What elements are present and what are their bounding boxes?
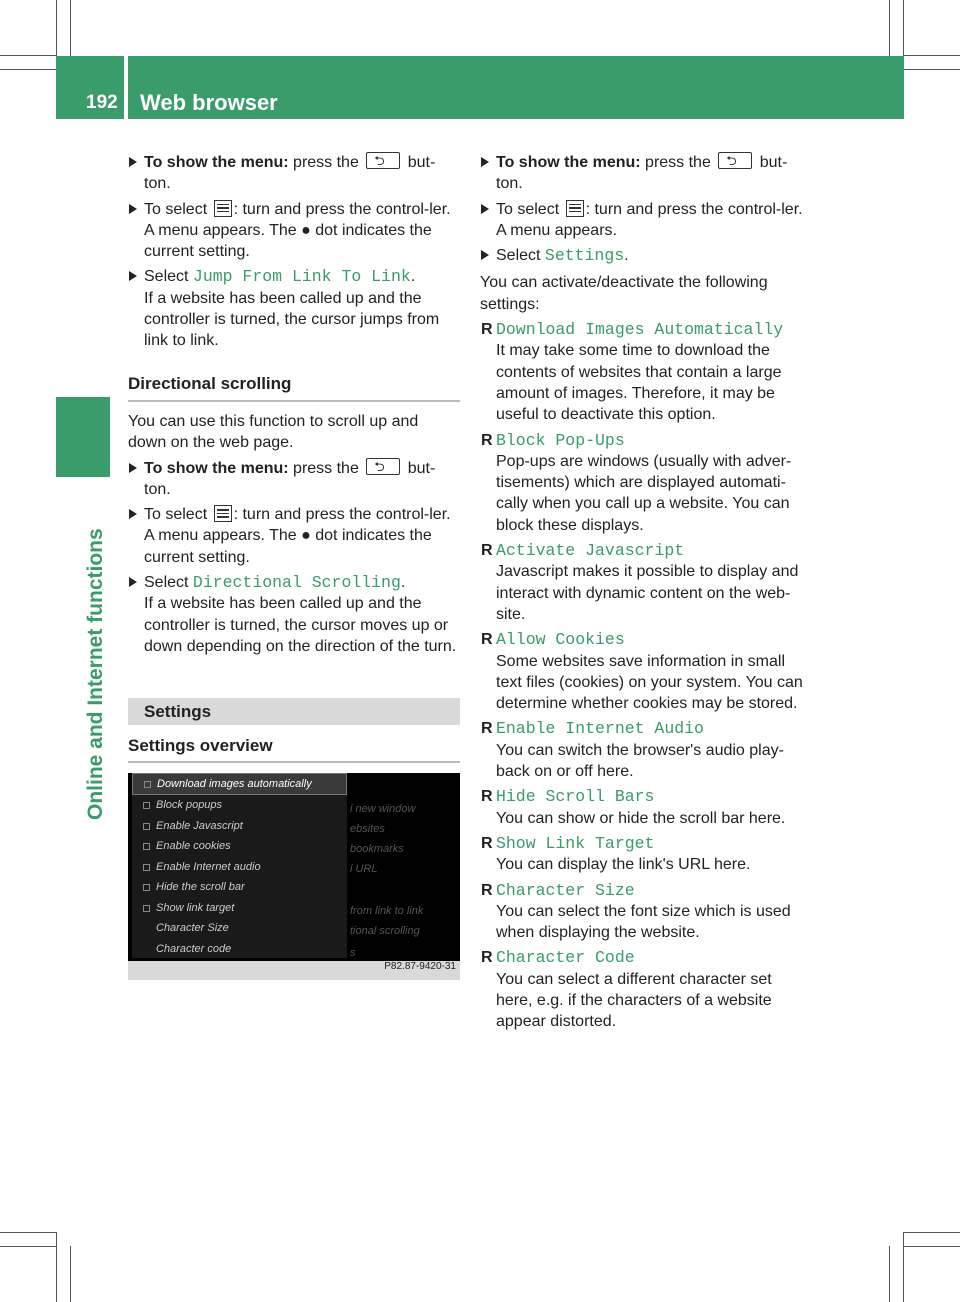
instruction-list <box>128 152 460 352</box>
bullet-marker: R <box>481 542 493 560</box>
menu-item <box>132 939 347 960</box>
menu-item <box>132 898 347 919</box>
setting-description: You can show or hide the scroll bar here. <box>496 809 786 827</box>
setting-description: You can switch the browser's audio play-back on or off here. <box>496 741 784 781</box>
background-item: from link to link <box>350 904 424 917</box>
step-arrow-icon <box>129 577 137 587</box>
settings-screenshot <box>128 773 460 980</box>
crop-mark <box>889 0 890 56</box>
step-text: . <box>410 268 416 286</box>
settings-menu <box>132 773 347 958</box>
step-arrow-icon <box>129 204 137 214</box>
menu-item-label: Download images automatically <box>157 777 312 790</box>
step-text: but-ton. <box>144 154 436 193</box>
setting-name: Hide Scroll Bars <box>496 787 655 807</box>
menu-icon-line <box>217 204 229 206</box>
step-arrow-icon <box>129 157 137 167</box>
screenshot-footer <box>128 961 460 980</box>
menu-icon <box>214 505 232 522</box>
menu-item-label: Character code <box>156 942 232 955</box>
setting-item <box>480 947 812 1032</box>
checkbox-icon <box>143 864 150 871</box>
image-code: P82.87-9420-31 <box>384 961 456 973</box>
page-number: 192 <box>86 92 118 113</box>
step-item <box>128 266 460 351</box>
menu-icon-line <box>569 207 581 209</box>
bullet-marker: R <box>481 881 493 899</box>
background-item: s <box>350 946 356 959</box>
menu-icon-line <box>217 211 229 213</box>
setting-description: You can display the link's URL here. <box>496 856 751 874</box>
step-result: A menu appears. The ● dot indicates the current setting. <box>144 221 432 261</box>
step-text: To select <box>144 200 212 218</box>
menu-icon-line <box>217 516 229 518</box>
heading-settings-overview: Settings overview <box>128 736 273 756</box>
step-text: To select <box>144 506 212 524</box>
step-text: Select <box>144 268 193 286</box>
step-arrow-icon <box>129 509 137 519</box>
step-result: A menu appears. The ● dot indicates the current setting. <box>144 527 432 566</box>
setting-item <box>480 718 812 782</box>
chapter-title: Online and Internet functions <box>84 528 107 820</box>
menu-item <box>132 816 347 837</box>
menu-item <box>132 857 347 878</box>
crop-mark <box>904 55 960 56</box>
setting-description: Pop-ups are windows (usually with adver-tisements) which are displayed automati-cally when you call up a website. You can block these displays. <box>496 452 792 534</box>
step-item <box>128 504 460 568</box>
crop-mark <box>903 1232 904 1302</box>
menu-icon-line <box>217 513 229 515</box>
left-column <box>128 152 460 980</box>
setting-item <box>480 629 812 714</box>
menu-item-label: Show link target <box>156 901 235 914</box>
menu-item <box>132 795 347 816</box>
setting-description: You can select a different character set here, e.g. if the characters of a website appear distorted. <box>496 970 772 1031</box>
settings-list <box>480 319 812 1033</box>
checkbox-icon <box>143 905 150 912</box>
setting-description: You can select the font size which is used when displaying the website. <box>496 902 791 942</box>
paragraph: You can use this function to scroll up and down on the web page. <box>128 412 419 452</box>
step-arrow-icon <box>481 204 489 214</box>
step-bold-label: To show the menu: <box>144 459 289 477</box>
step-text: : turn and press the control-ler. <box>585 200 803 218</box>
step-text: press the <box>288 459 364 477</box>
checkbox-icon <box>143 843 150 850</box>
menu-icon-line <box>217 509 229 511</box>
bullet-marker: R <box>481 431 493 449</box>
setting-item <box>480 786 812 829</box>
bullet-marker: R <box>481 834 493 852</box>
step-arrow-icon <box>129 463 137 473</box>
menu-item-label: Enable cookies <box>156 840 231 853</box>
step-item <box>128 152 460 195</box>
step-bold-label: To show the menu: <box>496 154 641 171</box>
setting-item <box>480 430 812 536</box>
crop-mark <box>904 1232 960 1233</box>
side-tab <box>56 397 110 477</box>
menu-item-label: Character Size <box>156 922 229 935</box>
step-result: If a website has been called up and the controller is turned, the cursor moves up or down depending on the direction of the turn. <box>144 595 457 655</box>
crop-mark <box>0 55 56 56</box>
section-title: Web browser <box>140 90 278 115</box>
step-item <box>480 152 812 195</box>
step-item <box>128 572 460 657</box>
checkbox-icon <box>143 802 150 809</box>
crop-mark <box>0 69 56 70</box>
bullet-marker: R <box>481 720 493 738</box>
bullet-marker: R <box>481 321 493 339</box>
menu-icon <box>214 200 232 217</box>
crop-mark <box>0 1246 56 1247</box>
checkbox-icon <box>143 884 150 891</box>
checkbox-icon <box>144 781 151 788</box>
crop-mark <box>903 0 904 56</box>
step-text: press the <box>640 154 716 171</box>
step-bold-label: To show the menu: <box>144 154 289 171</box>
step-text: . <box>624 247 629 265</box>
divider <box>128 400 460 402</box>
setting-name: Enable Internet Audio <box>496 719 704 739</box>
crop-mark <box>70 1246 71 1302</box>
menu-icon-line <box>569 204 581 206</box>
background-item: bookmarks <box>350 842 404 855</box>
back-button-icon <box>366 152 400 169</box>
instruction-list <box>128 458 460 658</box>
menu-item <box>132 918 347 939</box>
menu-item <box>132 836 347 857</box>
step-text: but-ton. <box>144 459 436 498</box>
header-divider <box>124 56 128 119</box>
divider <box>128 761 460 763</box>
back-button-icon <box>718 152 752 169</box>
background-item: tional scrolling <box>350 924 420 937</box>
menu-item-label: Block popups <box>156 799 223 812</box>
setting-description: It may take some time to download the contents of websites that contain a large amount of images. Therefore, it may be useful to deactivate this option. <box>496 342 782 424</box>
step-arrow-icon <box>481 157 489 167</box>
back-arrow-glyph: ⮌ <box>374 153 385 168</box>
setting-item <box>480 880 812 944</box>
step-result: A menu appears. <box>496 221 617 239</box>
bullet-marker: R <box>481 949 493 967</box>
setting-name: Show Link Target <box>496 833 655 853</box>
crop-mark <box>56 0 57 56</box>
menu-item-label: Enable Internet audio <box>156 860 261 873</box>
step-text: press the <box>288 154 364 171</box>
step-text: but-ton. <box>496 154 788 193</box>
step-text: : turn and press the control-ler. <box>233 506 451 524</box>
settings-section-box: Settings <box>128 698 460 725</box>
setting-name: Activate Javascript <box>496 541 685 561</box>
setting-item <box>480 319 812 425</box>
crop-mark <box>0 1232 56 1233</box>
step-arrow-icon <box>129 271 137 281</box>
instruction-list <box>480 152 812 266</box>
step-text: To select <box>496 200 564 218</box>
menu-icon <box>566 200 584 217</box>
crop-mark <box>56 1232 57 1302</box>
menu-option: Jump From Link To Link <box>192 267 411 287</box>
setting-item <box>480 540 812 625</box>
step-item <box>480 245 812 266</box>
setting-name: Block Pop-Ups <box>496 430 625 450</box>
step-result: If a website has been called up and the controller is turned, the cursor jumps from link to link. <box>144 289 440 350</box>
step-item <box>480 199 812 242</box>
step-arrow-icon <box>481 250 489 260</box>
background-item: i new window <box>350 802 416 815</box>
setting-description: Javascript makes it possible to display and interact with dynamic content on the web-site. <box>496 563 799 623</box>
background-item: i URL <box>350 862 378 875</box>
menu-icon-line <box>217 207 229 209</box>
menu-option: Directional Scrolling <box>192 573 401 593</box>
paragraph: You can activate/deactivate the following settings: <box>480 274 768 313</box>
bullet-marker: R <box>481 788 493 806</box>
back-arrow-glyph: ⮌ <box>374 458 385 474</box>
menu-item-label: Enable Javascript <box>156 819 243 832</box>
setting-description: Some websites save information in small text files (cookies) on your system. You can determine whether cookies may be stored. <box>496 652 803 713</box>
right-column <box>480 152 812 1037</box>
step-text: : turn and press the control-ler. <box>233 200 451 218</box>
menu-item <box>132 877 347 898</box>
step-item <box>128 458 460 501</box>
step-text: . <box>400 574 406 592</box>
back-button-icon <box>366 458 400 475</box>
crop-mark <box>904 69 960 70</box>
menu-option: Settings <box>544 246 625 266</box>
setting-name: Character Code <box>496 948 635 968</box>
checkbox-icon <box>143 823 150 830</box>
bullet-marker: R <box>481 631 493 649</box>
menu-item-label: Hide the scroll bar <box>156 881 245 894</box>
step-item <box>128 199 460 263</box>
crop-mark <box>889 1246 890 1302</box>
setting-name: Allow Cookies <box>496 630 625 650</box>
back-arrow-glyph: ⮌ <box>726 153 737 168</box>
background-item: ebsites <box>350 822 385 835</box>
step-text: Select <box>144 574 193 592</box>
crop-mark <box>70 0 71 56</box>
setting-name: Character Size <box>496 880 635 900</box>
menu-item <box>132 773 347 796</box>
setting-item <box>480 833 812 876</box>
setting-name: Download Images Automatically <box>496 320 784 340</box>
menu-icon-line <box>569 211 581 213</box>
heading-directional-scrolling: Directional scrolling <box>128 373 292 393</box>
crop-mark <box>904 1246 960 1247</box>
step-text: Select <box>496 247 545 265</box>
